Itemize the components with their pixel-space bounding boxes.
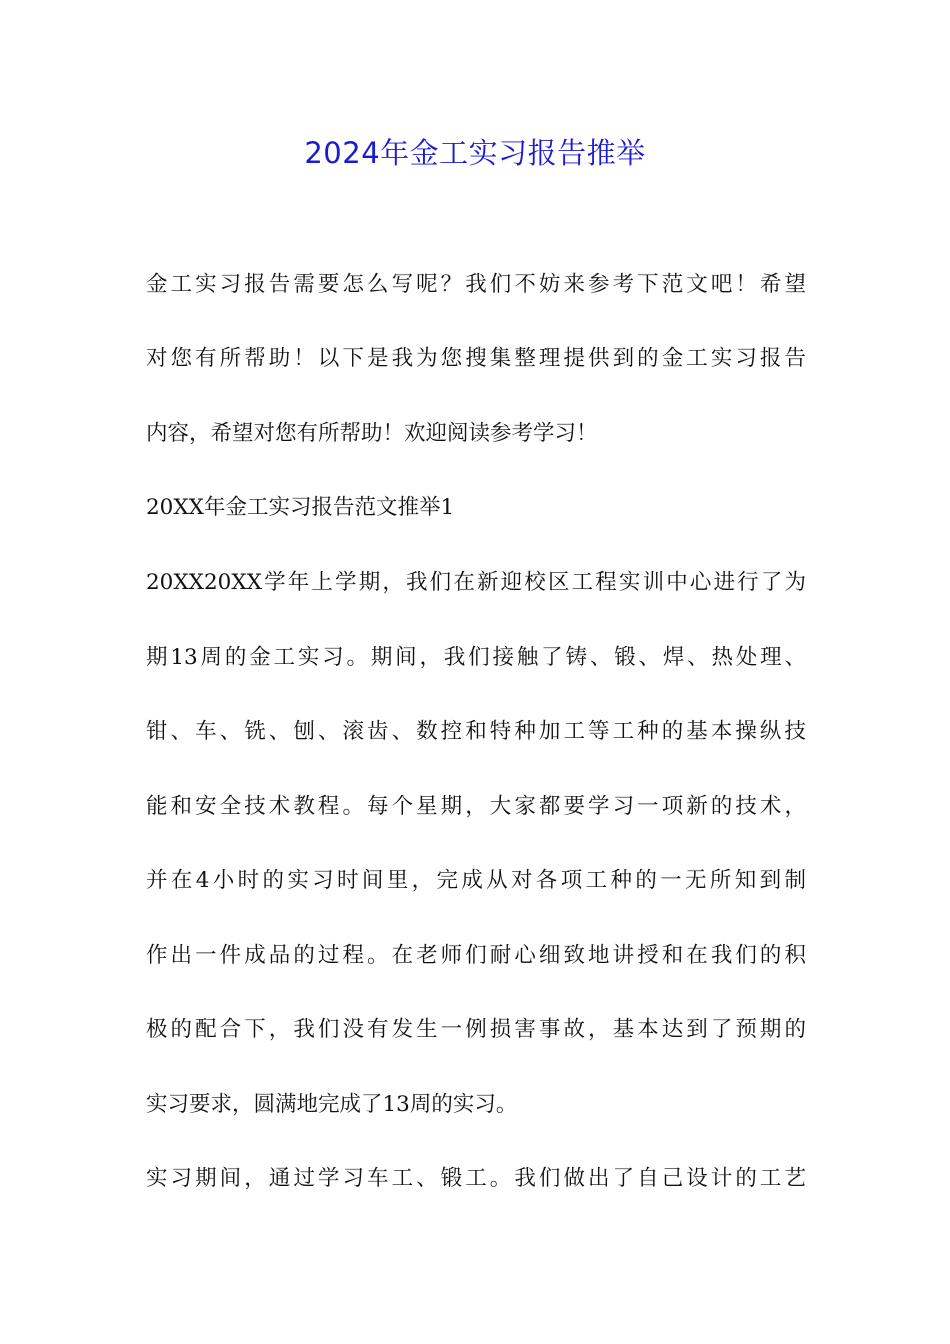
intro-line-3: 内容，希望对您有所帮助！欢迎阅读参考学习！	[146, 421, 598, 446]
document-title: 2024年金工实习报告推举	[304, 136, 646, 170]
paragraph1-line-3: 钳、车、铣、刨、滚齿、数控和特种加工等工种的基本操纵技	[146, 719, 806, 744]
paragraph1-line-6: 作出一件成品的过程。在老师们耐心细致地讲授和在我们的积	[146, 943, 806, 968]
intro-line-2: 对您有所帮助！以下是我为您搜集整理提供到的金工实习报告	[146, 346, 806, 371]
paragraph1-line-1: 20XX20XX学年上学期，我们在新迎校区工程实训中心进行了为	[146, 570, 806, 595]
paragraph1-line-7: 极的配合下，我们没有发生一例损害事故，基本达到了预期的	[146, 1017, 806, 1042]
paragraph1-line-8: 实习要求，圆满地完成了13周的实习。	[146, 1092, 518, 1117]
paragraph2-line-1: 实习期间，通过学习车工、锻工。我们做出了自己设计的工艺	[146, 1166, 806, 1191]
section-heading: 20XX年金工实习报告范文推举1	[146, 495, 455, 520]
paragraph1-line-2: 期13周的金工实习。期间，我们接触了铸、锻、焊、热处理、	[146, 645, 806, 670]
paragraph1-line-5: 并在4小时的实习时间里，完成从对各项工种的一无所知到制	[146, 868, 806, 893]
paragraph1-line-4: 能和安全技术教程。每个星期，大家都要学习一项新的技术，	[146, 794, 806, 819]
intro-line-1: 金工实习报告需要怎么写呢？我们不妨来参考下范文吧！希望	[146, 272, 806, 297]
